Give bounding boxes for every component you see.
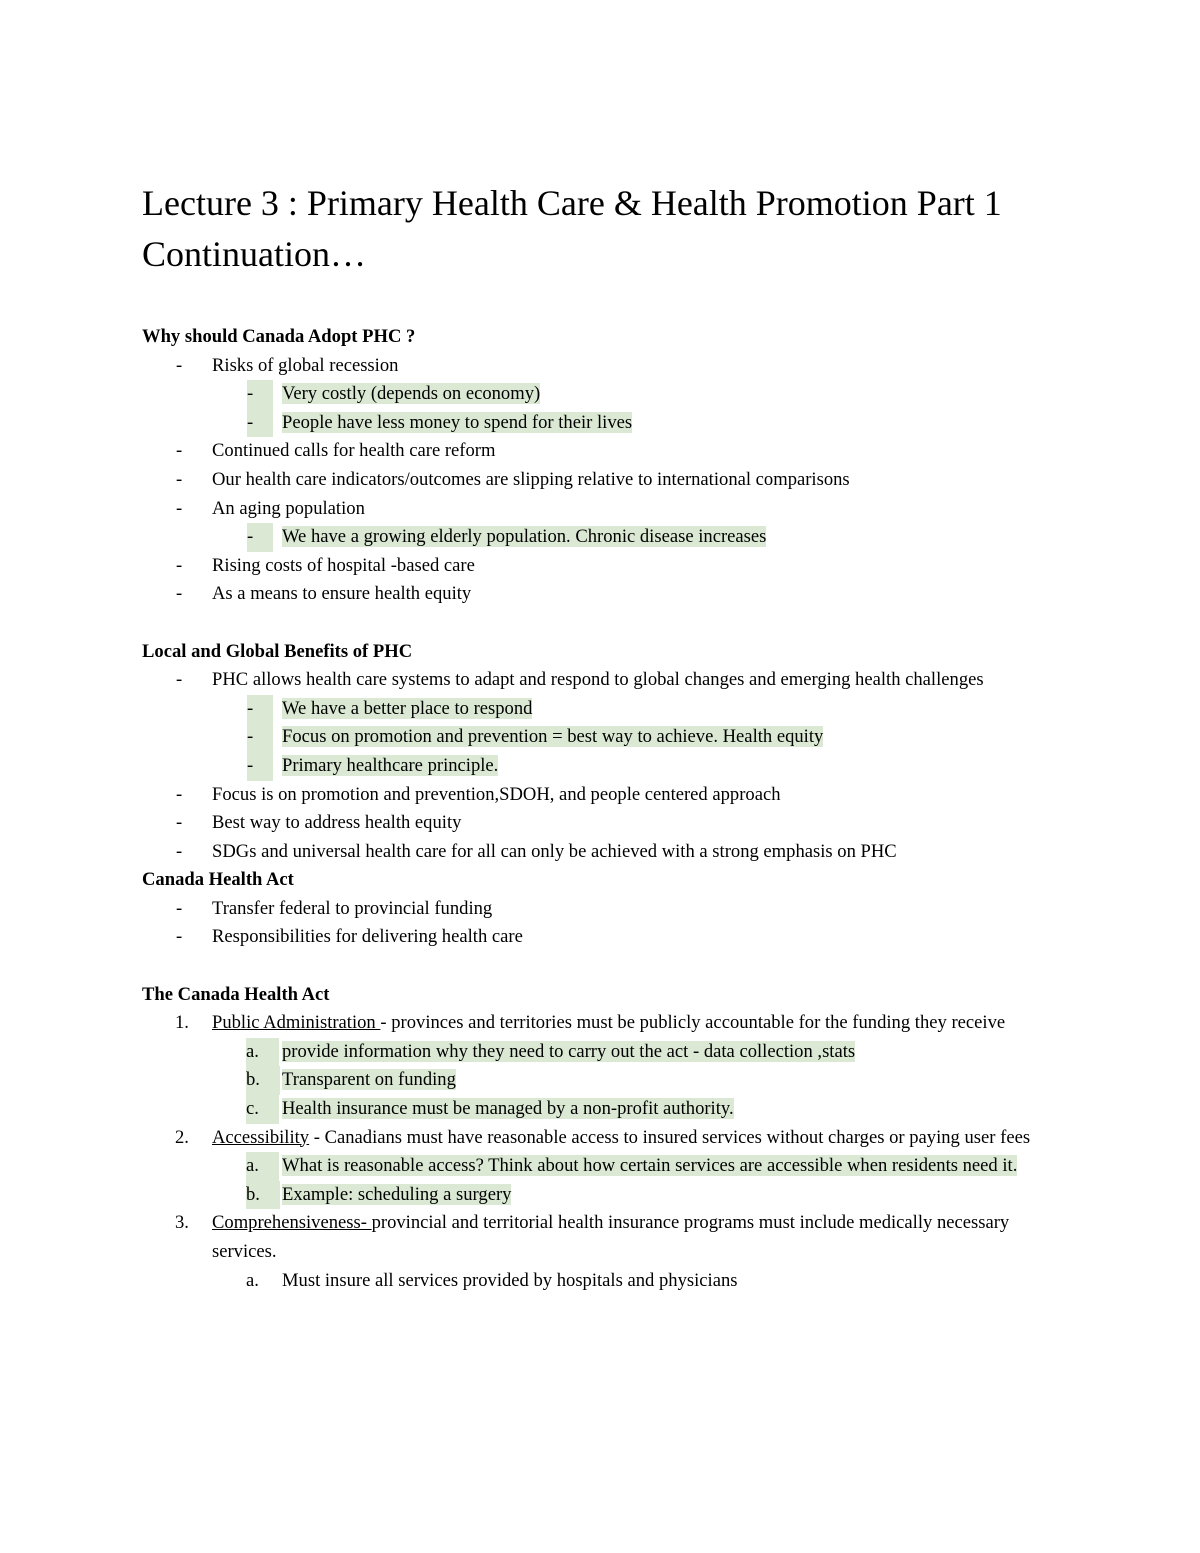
list-number: 2. [175, 1126, 189, 1148]
list-item-highlighted: a. provide information why they need to carry out the act - data collection ,stats [142, 1038, 1062, 1067]
list-item: - Rising costs of hospital -based care [142, 552, 1062, 581]
list-item: - As a means to ensure health equity [142, 580, 1062, 609]
list-item: - Responsibilities for delivering health care [142, 923, 1062, 952]
list-item: - An aging population [142, 495, 1062, 524]
spacer [142, 952, 1062, 981]
list-item-highlighted: - We have a growing elderly population. Chronic disease increases [142, 523, 1062, 552]
list-letter: a. [246, 1269, 259, 1291]
list-item-highlighted: - People have less money to spend for their lives [142, 409, 1062, 438]
bullet-dash: - [176, 840, 183, 862]
numbered-item-accessibility: 2. Accessibility - Canadians must have reasonable access to insured services without charges or paying user fees [142, 1124, 1062, 1153]
list-item: - Our health care indicators/outcomes are slipping relative to international comparisons [142, 466, 1062, 495]
list-letter: b. [246, 1181, 280, 1210]
bullet-dash: - [247, 752, 273, 781]
spacer [142, 609, 1062, 638]
list-item-highlighted: c. Health insurance must be managed by a non-profit authority. [142, 1095, 1062, 1124]
bullet-dash: - [247, 409, 273, 438]
list-item: - Best way to address health equity [142, 809, 1062, 838]
bullet-dash: - [176, 440, 183, 462]
list-item-highlighted: b. Transparent on funding [142, 1066, 1062, 1095]
list-letter: c. [246, 1095, 279, 1124]
bullet-dash: - [176, 354, 183, 376]
bullet-dash: - [176, 669, 183, 691]
list-number: 3. [175, 1212, 189, 1234]
bullet-dash: - [176, 897, 183, 919]
list-item: - Risks of global recession [142, 352, 1062, 381]
bullet-dash: - [247, 723, 273, 752]
numbered-item-comprehensiveness: 3. Comprehensiveness- provincial and territorial health insurance programs must include medically necessary services. [142, 1209, 1062, 1266]
list-item-highlighted: - We have a better place to respond [142, 695, 1062, 724]
bullet-dash: - [176, 554, 183, 576]
bullet-dash: - [176, 583, 183, 605]
list-item: - SDGs and universal health care for all can only be achieved with a strong emphasis on PHC [142, 838, 1062, 867]
list-item: a. Must insure all services provided by hospitals and physicians [142, 1267, 1062, 1296]
bullet-dash: - [247, 695, 273, 724]
bullet-dash: - [247, 523, 273, 552]
bullet-dash: - [247, 380, 273, 409]
document-body [142, 323, 1062, 1295]
term-accessibility: Accessibility [212, 1126, 310, 1148]
page-title: Lecture 3 : Primary Health Care & Health Promotion Part 1 Continuation… [142, 183, 1002, 274]
section-heading-why-adopt-phc: Why should Canada Adopt PHC ? [142, 326, 416, 347]
list-item-highlighted: b. Example: scheduling a surgery [142, 1181, 1062, 1210]
term-public-administration: Public Administration [212, 1012, 381, 1034]
list-item-highlighted: a. What is reasonable access? Think about how certain services are accessible when residents need it. [142, 1152, 1062, 1181]
list-letter: b. [246, 1066, 280, 1095]
section-heading-benefits-of-phc: Local and Global Benefits of PHC [142, 640, 413, 662]
bullet-dash: - [176, 783, 183, 805]
bullet-dash: - [176, 497, 183, 519]
bullet-dash: - [176, 812, 183, 834]
list-number: 1. [175, 1012, 189, 1034]
term-comprehensiveness: Comprehensiveness- [212, 1212, 372, 1234]
list-item: - PHC allows health care systems to adapt and respond to global changes and emerging health challenges [142, 666, 1062, 695]
numbered-item-public-administration: 1. Public Administration - provinces and territories must be publicly accountable for the funding they receive [142, 1009, 1062, 1038]
list-item: - Transfer federal to provincial funding [142, 895, 1062, 924]
bullet-dash: - [176, 468, 183, 490]
list-letter: a. [246, 1038, 279, 1067]
list-item-highlighted: - Very costly (depends on economy) [142, 380, 1062, 409]
section-heading-canada-health-act: Canada Health Act [142, 869, 294, 891]
list-letter: a. [246, 1152, 279, 1181]
list-item: - Continued calls for health care reform [142, 437, 1062, 466]
list-item: - Focus is on promotion and prevention,SDOH, and people centered approach [142, 781, 1062, 810]
list-item-highlighted: - Focus on promotion and prevention = best way to achieve. Health equity [142, 723, 1062, 752]
bullet-dash: - [176, 926, 183, 948]
section-heading-the-canada-health-act: The Canada Health Act [142, 983, 330, 1005]
list-item-highlighted: - Primary healthcare principle. [142, 752, 1062, 781]
